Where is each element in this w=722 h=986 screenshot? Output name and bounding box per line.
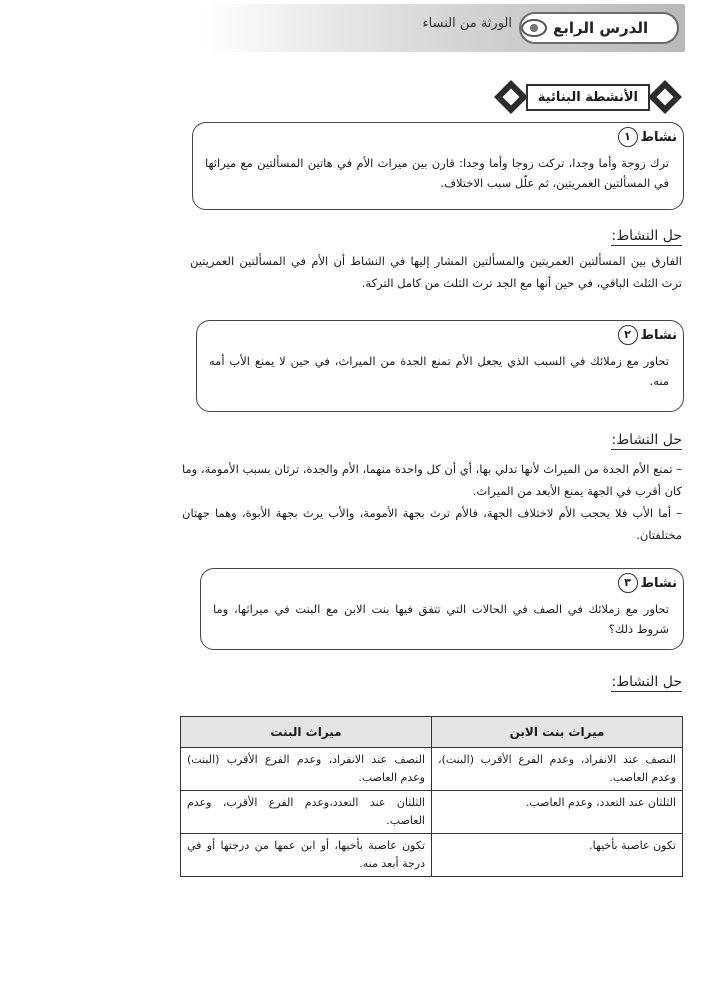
table-cell: تكون عاصبة بأخيها، أو ابن عمها من درجتها أو في درجة أبعد منه. [181, 834, 432, 877]
section-title [494, 74, 682, 120]
solution-line: – أما الأب فلا يحجب الأم لاختلاف الجهة، فالأم ترث بجهة الأمومة، والأب يرث بجهة الأبوة، وهما جهتان مختلفتان. [182, 506, 682, 542]
solution-heading-3 [611, 674, 682, 690]
activity-text-2: تحاور مع زملائك في السبب الذي يجعل الأم تمنع الجدة من الميراث، في حين لا يمنع الأب أمه منه. [209, 354, 669, 388]
solution-heading-2 [611, 432, 682, 448]
activity-label-text: نشاط [640, 575, 677, 591]
activity-number-badge: ١ [618, 127, 638, 147]
activity-box-3 [200, 568, 684, 650]
table-row [181, 791, 683, 834]
unit-title: الورثة من النساء [422, 16, 512, 31]
table-cell: الثلثان عند التعدد، وعدم العاصب. [432, 791, 683, 834]
table-cell: الثلثان عند التعدد،وعدم الفرع الأقرب، وعدم العاصب. [181, 791, 432, 834]
solution-heading-text: حل النشاط: [611, 228, 682, 244]
table-cell: النصف عند الانفراد، وعدم الفرع الأقرب (البنت) وعدم العاصب. [181, 748, 432, 791]
diamond-ornament-icon [494, 80, 528, 114]
solution-heading-1 [611, 228, 682, 244]
table-row [181, 834, 683, 877]
solution-text-1 [190, 250, 682, 294]
table-header-row [181, 717, 683, 748]
comparison-table-wrap [180, 716, 683, 877]
activity-box-1 [192, 122, 684, 210]
eye-ornament-icon [521, 19, 547, 37]
solution-line: الفارق بين المسألتين العمريتين والمسألتين المشار إليها في النشاط أن الأم في المسألتين العمريتين ترث الثلث الباقي، في حين أنها مع الجد ترث الثلث من كامل التركة. [190, 254, 682, 290]
diamond-ornament-icon [648, 80, 682, 114]
activity-text-3: تحاور مع زملائك في الصف في الحالات التي تتفق فيها بنت الابن مع البنت في ميراثها، وما شروط ذلك؟ [213, 602, 669, 636]
section-title-text: الأنشطة البنائية [526, 84, 650, 111]
lesson-title: الدرس الرابع [553, 19, 649, 37]
solution-text-2 [182, 458, 682, 546]
comparison-table [180, 716, 683, 877]
lesson-title-pill [519, 12, 679, 44]
activity-box-2 [196, 320, 684, 412]
activity-label-1 [618, 127, 678, 147]
table-header-granddaughter: ميراث بنت الابن [432, 717, 683, 748]
activity-label-3 [618, 573, 678, 593]
activity-number-badge: ٣ [618, 573, 638, 593]
table-cell: النصف عند الانفراد، وعدم الفرع الأقرب (البنت)، وعدم العاصب. [432, 748, 683, 791]
solution-heading-text: حل النشاط: [611, 674, 682, 690]
table-header-daughter: ميراث البنت [181, 717, 432, 748]
activity-label-text: نشاط [640, 129, 677, 145]
solution-heading-text: حل النشاط: [611, 432, 682, 448]
table-row [181, 748, 683, 791]
activity-text-1: ترك زوجة وأما وجدا، تركت زوجا وأما وجدا: قارن بين ميراث الأم في هاتين المسألتين مع ميراثها في المسألتين العمريتين، ثم علّل سبب الاختلاف. [205, 156, 669, 190]
activity-label-text: نشاط [640, 327, 677, 343]
table-cell: تكون عاصبة بأخيها. [432, 834, 683, 877]
activity-number-badge: ٢ [618, 325, 638, 345]
solution-line: – تمنع الأم الجدة من الميراث لأنها تدلي بها، أي أن كل واحدة منهما، الأم والجدة، ترثان بسبب الأمومة، وما كان أقرب في الجهة يمنع الأبعد من الميراث. [182, 462, 682, 498]
activity-label-2 [618, 325, 678, 345]
